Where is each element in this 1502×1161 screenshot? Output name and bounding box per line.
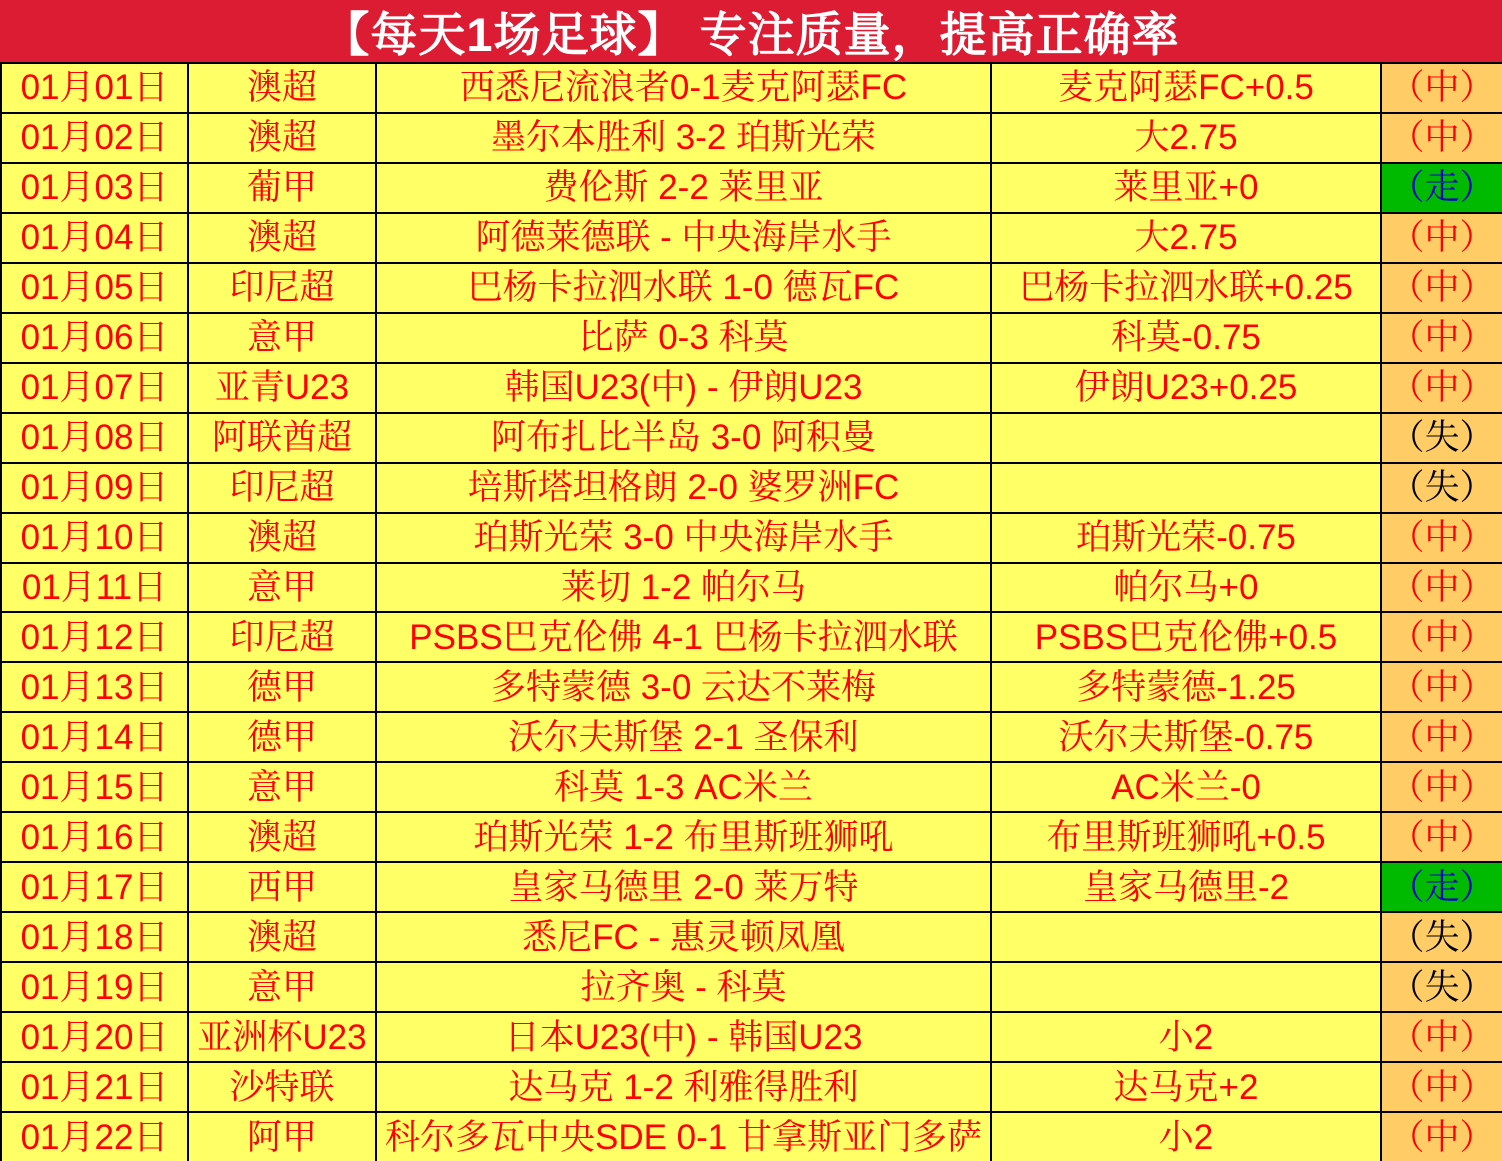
match-cell: 巴杨卡拉泗水联 1-0 德瓦FC bbox=[377, 264, 990, 312]
pick-cell bbox=[992, 963, 1380, 1011]
date-cell: 01月20日 bbox=[2, 1013, 187, 1061]
league-cell: 阿甲 bbox=[189, 1113, 375, 1161]
date-cell: 01月22日 bbox=[2, 1113, 187, 1161]
page-title: 【每天1场足球】 专注质量，提高正确率 bbox=[322, 7, 1180, 61]
pick-cell: 大2.75 bbox=[992, 114, 1380, 162]
pick-cell bbox=[992, 913, 1380, 961]
result-cell: （中） bbox=[1382, 613, 1502, 661]
league-cell: 澳超 bbox=[189, 214, 375, 262]
pick-cell bbox=[992, 414, 1380, 462]
date-cell: 01月16日 bbox=[2, 813, 187, 861]
match-cell: 日本U23(中) - 韩国U23 bbox=[377, 1013, 990, 1061]
date-cell: 01月01日 bbox=[2, 64, 187, 112]
match-cell: 阿德莱德联 - 中央海岸水手 bbox=[377, 214, 990, 262]
date-cell: 01月06日 bbox=[2, 314, 187, 362]
league-cell: 意甲 bbox=[189, 963, 375, 1011]
date-cell: 01月09日 bbox=[2, 464, 187, 512]
date-cell: 01月12日 bbox=[2, 613, 187, 661]
result-cell: （中） bbox=[1382, 813, 1502, 861]
match-cell: PSBS巴克伦佛 4-1 巴杨卡拉泗水联 bbox=[377, 613, 990, 661]
league-cell: 沙特联 bbox=[189, 1063, 375, 1111]
match-cell: 达马克 1-2 利雅得胜利 bbox=[377, 1063, 990, 1111]
pick-cell bbox=[992, 464, 1380, 512]
pick-cell: 达马克+2 bbox=[992, 1063, 1380, 1111]
date-cell: 01月13日 bbox=[2, 663, 187, 711]
match-cell: 阿布扎比半岛 3-0 阿积曼 bbox=[377, 414, 990, 462]
result-cell: （失） bbox=[1382, 913, 1502, 961]
result-cell: （中） bbox=[1382, 763, 1502, 811]
league-cell: 澳超 bbox=[189, 813, 375, 861]
pick-cell: 伊朗U23+0.25 bbox=[992, 364, 1380, 412]
match-cell: 西悉尼流浪者0-1麦克阿瑟FC bbox=[377, 64, 990, 112]
pick-cell: 科莫-0.75 bbox=[992, 314, 1380, 362]
league-cell: 意甲 bbox=[189, 763, 375, 811]
league-cell: 德甲 bbox=[189, 713, 375, 761]
date-cell: 01月15日 bbox=[2, 763, 187, 811]
pick-cell: PSBS巴克伦佛+0.5 bbox=[992, 613, 1380, 661]
match-cell: 培斯塔坦格朗 2-0 婆罗洲FC bbox=[377, 464, 990, 512]
result-cell: （中） bbox=[1382, 314, 1502, 362]
league-cell: 葡甲 bbox=[189, 164, 375, 212]
result-cell: （失） bbox=[1382, 464, 1502, 512]
result-cell: （中） bbox=[1382, 364, 1502, 412]
result-cell: （中） bbox=[1382, 514, 1502, 562]
date-cell: 01月17日 bbox=[2, 863, 187, 911]
pick-cell: 巴杨卡拉泗水联+0.25 bbox=[992, 264, 1380, 312]
date-cell: 01月07日 bbox=[2, 364, 187, 412]
date-cell: 01月03日 bbox=[2, 164, 187, 212]
result-cell: （走） bbox=[1382, 863, 1502, 911]
result-cell: （中） bbox=[1382, 713, 1502, 761]
date-cell: 01月05日 bbox=[2, 264, 187, 312]
pick-cell: 小2 bbox=[992, 1113, 1380, 1161]
pick-cell: AC米兰-0 bbox=[992, 763, 1380, 811]
result-cell: （失） bbox=[1382, 414, 1502, 462]
league-cell: 澳超 bbox=[189, 64, 375, 112]
league-cell: 澳超 bbox=[189, 114, 375, 162]
match-cell: 墨尔本胜利 3-2 珀斯光荣 bbox=[377, 114, 990, 162]
league-cell: 亚青U23 bbox=[189, 364, 375, 412]
pick-cell: 沃尔夫斯堡-0.75 bbox=[992, 713, 1380, 761]
date-cell: 01月04日 bbox=[2, 214, 187, 262]
pick-cell: 麦克阿瑟FC+0.5 bbox=[992, 64, 1380, 112]
result-cell: （中） bbox=[1382, 264, 1502, 312]
match-cell: 珀斯光荣 1-2 布里斯班狮吼 bbox=[377, 813, 990, 861]
match-cell: 拉齐奥 - 科莫 bbox=[377, 963, 990, 1011]
match-cell: 费伦斯 2-2 莱里亚 bbox=[377, 164, 990, 212]
result-cell: （中） bbox=[1382, 114, 1502, 162]
result-cell: （中） bbox=[1382, 564, 1502, 612]
league-cell: 亚洲杯U23 bbox=[189, 1013, 375, 1061]
match-cell: 沃尔夫斯堡 2-1 圣保利 bbox=[377, 713, 990, 761]
league-cell: 意甲 bbox=[189, 564, 375, 612]
result-cell: （中） bbox=[1382, 214, 1502, 262]
result-cell: （中） bbox=[1382, 1063, 1502, 1111]
league-cell: 印尼超 bbox=[189, 613, 375, 661]
result-cell: （中） bbox=[1382, 663, 1502, 711]
match-cell: 多特蒙德 3-0 云达不莱梅 bbox=[377, 663, 990, 711]
date-cell: 01月21日 bbox=[2, 1063, 187, 1111]
match-cell: 皇家马德里 2-0 莱万特 bbox=[377, 863, 990, 911]
date-cell: 01月18日 bbox=[2, 913, 187, 961]
pick-cell: 珀斯光荣-0.75 bbox=[992, 514, 1380, 562]
date-cell: 01月02日 bbox=[2, 114, 187, 162]
date-cell: 01月19日 bbox=[2, 963, 187, 1011]
pick-cell: 帕尔马+0 bbox=[992, 564, 1380, 612]
result-cell: （失） bbox=[1382, 963, 1502, 1011]
pick-cell: 大2.75 bbox=[992, 214, 1380, 262]
date-cell: 01月11日 bbox=[2, 564, 187, 612]
result-cell: （中） bbox=[1382, 1113, 1502, 1161]
results-table bbox=[0, 62, 1502, 1161]
match-cell: 悉尼FC - 惠灵顿凤凰 bbox=[377, 913, 990, 961]
date-cell: 01月08日 bbox=[2, 414, 187, 462]
league-cell: 意甲 bbox=[189, 314, 375, 362]
match-cell: 比萨 0-3 科莫 bbox=[377, 314, 990, 362]
date-cell: 01月10日 bbox=[2, 514, 187, 562]
league-cell: 印尼超 bbox=[189, 464, 375, 512]
league-cell: 阿联酋超 bbox=[189, 414, 375, 462]
match-cell: 莱切 1-2 帕尔马 bbox=[377, 564, 990, 612]
pick-cell: 皇家马德里-2 bbox=[992, 863, 1380, 911]
league-cell: 印尼超 bbox=[189, 264, 375, 312]
pick-cell: 莱里亚+0 bbox=[992, 164, 1380, 212]
title-banner bbox=[0, 0, 1502, 62]
pick-cell: 布里斯班狮吼+0.5 bbox=[992, 813, 1380, 861]
league-cell: 澳超 bbox=[189, 913, 375, 961]
result-cell: （中） bbox=[1382, 1013, 1502, 1061]
result-cell: （走） bbox=[1382, 164, 1502, 212]
league-cell: 西甲 bbox=[189, 863, 375, 911]
league-cell: 澳超 bbox=[189, 514, 375, 562]
result-cell: （中） bbox=[1382, 64, 1502, 112]
match-cell: 科尔多瓦中央SDE 0-1 甘拿斯亚门多萨 bbox=[377, 1113, 990, 1161]
match-cell: 珀斯光荣 3-0 中央海岸水手 bbox=[377, 514, 990, 562]
pick-cell: 小2 bbox=[992, 1013, 1380, 1061]
match-cell: 科莫 1-3 AC米兰 bbox=[377, 763, 990, 811]
date-cell: 01月14日 bbox=[2, 713, 187, 761]
match-cell: 韩国U23(中) - 伊朗U23 bbox=[377, 364, 990, 412]
league-cell: 德甲 bbox=[189, 663, 375, 711]
pick-cell: 多特蒙德-1.25 bbox=[992, 663, 1380, 711]
